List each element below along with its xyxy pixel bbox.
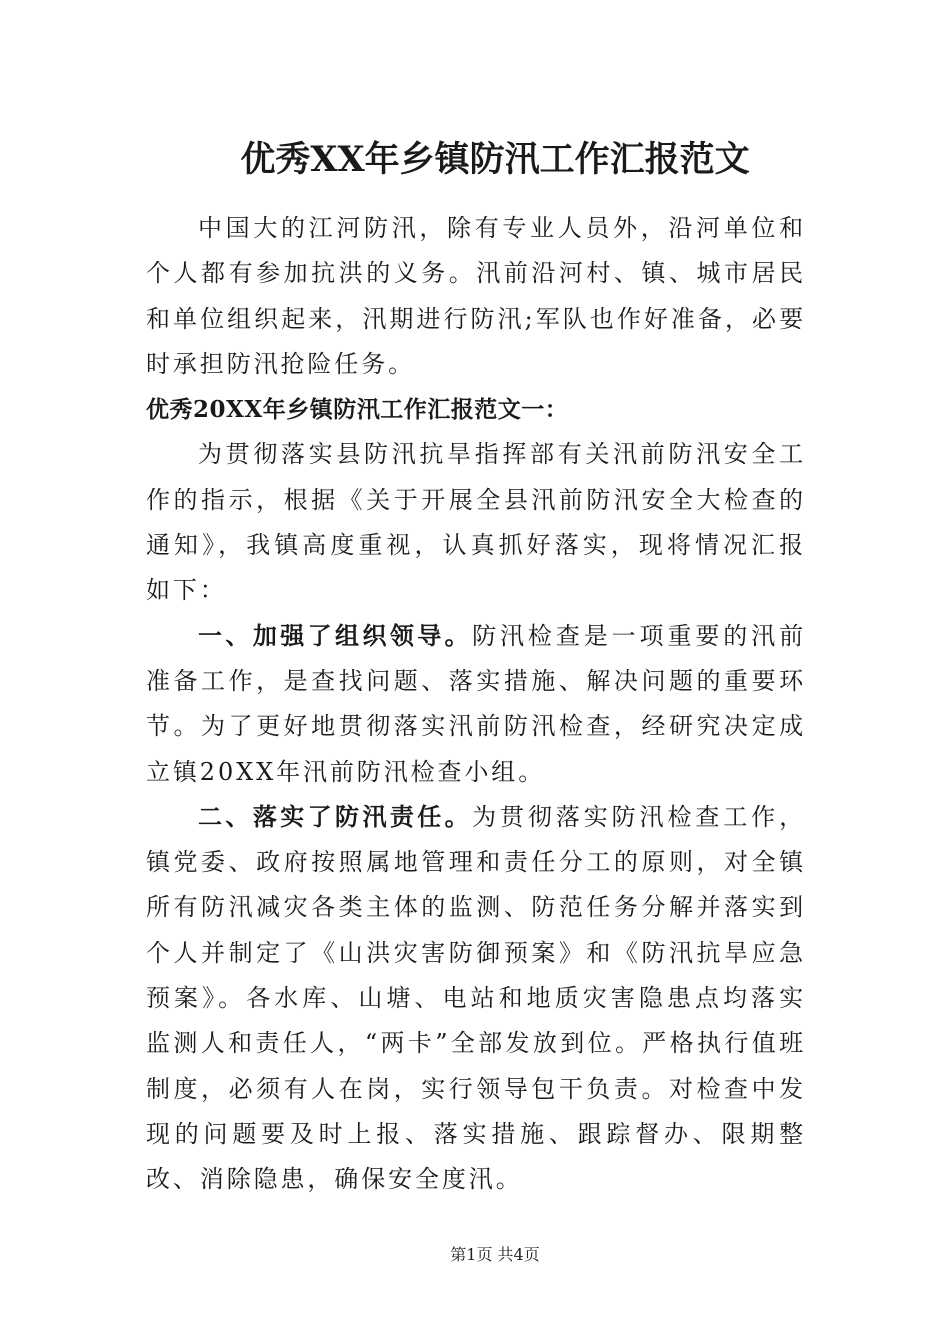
point-1-lead: 一、加强了组织领导。 [198,621,473,650]
document-body [146,206,806,1203]
page-footer: 第1页 共4页 [450,1245,540,1264]
intro-paragraph: 中国大的江河防汛，除有专业人员外，沿河单位和个人都有参加抗洪的义务。汛前沿河村、镇、城市居民和单位组织起来，汛期进行防汛;军队也作好准备，必要时承担防汛抢险任务。 [146,214,806,378]
point-2-lead: 二、落实了防汛责任。 [198,802,473,831]
point-2-paragraph [146,795,806,1203]
point-1-text: 防汛检查是一项重要的汛前准备工作，是查找问题、落实措施、解决问题的重要环节。为了更好地贯彻落实汛前防汛检查，经研究决定成立镇20XX年汛前防汛检查小组。 [146,621,806,786]
section-heading: 优秀20XX年乡镇防汛工作汇报范文一： [146,396,569,424]
point-2-text: 为贯彻落实防汛检查工作，镇党委、政府按照属地管理和责任分工的原则，对全镇所有防汛减灾各类主体的监测、防范任务分解并落实到个人并制定了《山洪灾害防御预案》和《防汛抗旱应急预案》。各水库、山塘、电站和地质灾害隐患点均落实监测人和责任人，“两卡”全部发放到位。严格执行值班制度，必须有人在岗，实行领导包干负责。对检查中发现的问题要及时上报、落实措施、跟踪督办、限期整改、消除隐患，确保安全度汛。 [146,802,806,1194]
document-title: 优秀XX年乡镇防汛工作汇报范文 [240,139,750,180]
paragraph-1: 为贯彻落实县防汛抗旱指挥部有关汛前防汛安全工作的指示，根据《关于开展全县汛前防汛安全大检查的通知》，我镇高度重视，认真抓好落实，现将情况汇报如下： [146,440,806,605]
point-1-paragraph [146,614,806,795]
